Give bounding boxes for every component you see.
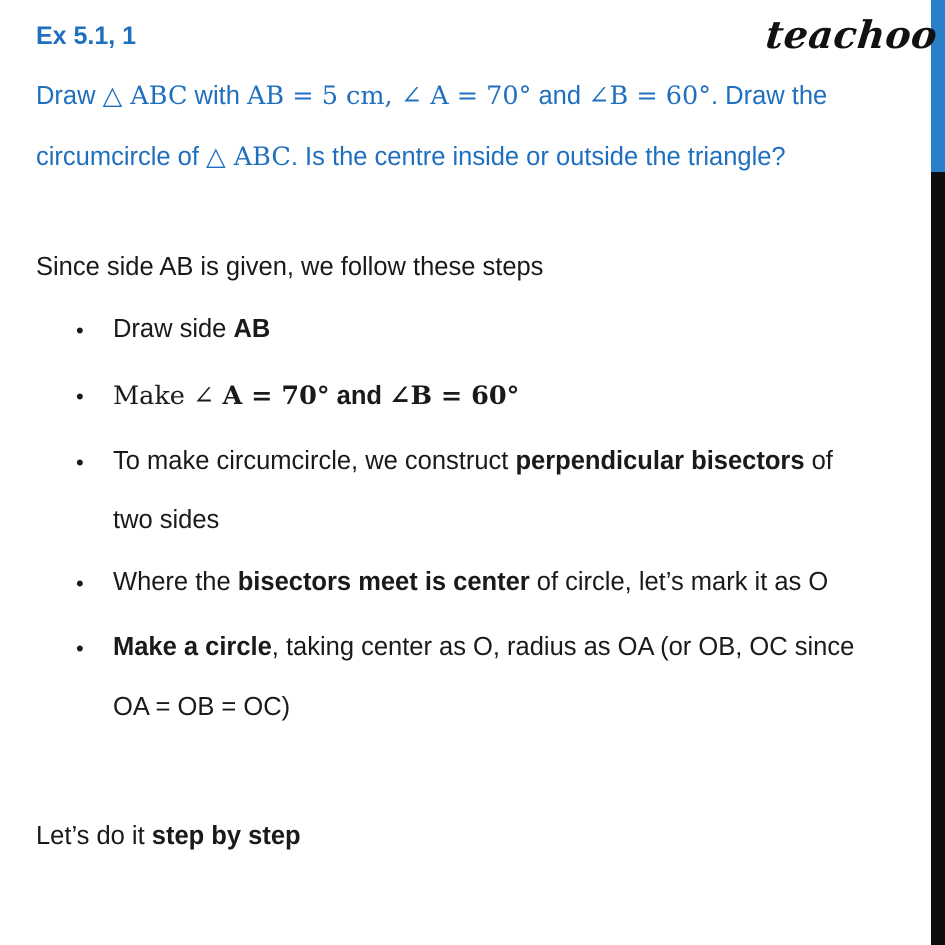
question-math: △ ABC xyxy=(206,142,291,172)
step-bold: Make a circle xyxy=(113,633,272,661)
step-math: A = 70° xyxy=(222,381,330,411)
teachoo-logo: teachoo xyxy=(763,12,940,57)
step-text: Make ∠ xyxy=(113,381,223,411)
intro-text: Since side AB is given, we follow these steps xyxy=(36,253,544,281)
outro-plain: Let’s do it xyxy=(36,822,152,850)
bullet-icon: • xyxy=(76,450,84,475)
step-text: , taking center as O, radius as OA (or OB, OC since xyxy=(271,633,855,661)
step-bold: perpendicular bisectors xyxy=(515,447,805,475)
bullet-icon: • xyxy=(76,318,84,343)
exercise-title: Ex 5.1, 1 xyxy=(36,22,137,50)
question-text: and xyxy=(531,82,589,110)
question-math: ∠B = 60° xyxy=(588,81,711,111)
question-text: . Draw the xyxy=(711,82,828,110)
question-text: with xyxy=(187,82,247,110)
question-line-1 xyxy=(36,81,827,111)
step-item xyxy=(113,315,270,344)
step-continuation: OA = OB = OC) xyxy=(113,693,291,721)
outro-text xyxy=(36,822,301,851)
bullet-icon: • xyxy=(76,384,84,409)
outro-bold: step by step xyxy=(151,822,301,850)
question-text: . Is the centre inside or outside the triangle? xyxy=(290,143,786,171)
step-item xyxy=(113,633,854,662)
question-math: AB = 5 cm, ∠ A = 70° xyxy=(246,81,532,111)
step-item xyxy=(113,447,833,476)
step-bold: bisectors meet is center xyxy=(237,568,530,596)
question-text: Draw xyxy=(36,82,103,110)
question-math: △ ABC xyxy=(102,81,188,111)
step-item xyxy=(113,381,519,411)
bullet-icon: • xyxy=(76,636,84,661)
question-line-2 xyxy=(36,142,786,172)
step-continuation: two sides xyxy=(113,506,220,534)
bullet-icon: • xyxy=(76,571,84,596)
step-text: To make circumcircle, we construct xyxy=(113,447,516,475)
step-text: Draw side xyxy=(113,315,234,343)
step-bold: AB xyxy=(233,315,271,343)
step-math: ∠B = 60° xyxy=(389,381,520,411)
step-item xyxy=(113,568,828,597)
step-text: Where the xyxy=(113,568,238,596)
step-text: of xyxy=(804,447,833,475)
question-text: circumcircle of xyxy=(36,143,207,171)
step-bold: and xyxy=(329,382,390,410)
step-text: of circle, let’s mark it as O xyxy=(529,568,829,596)
